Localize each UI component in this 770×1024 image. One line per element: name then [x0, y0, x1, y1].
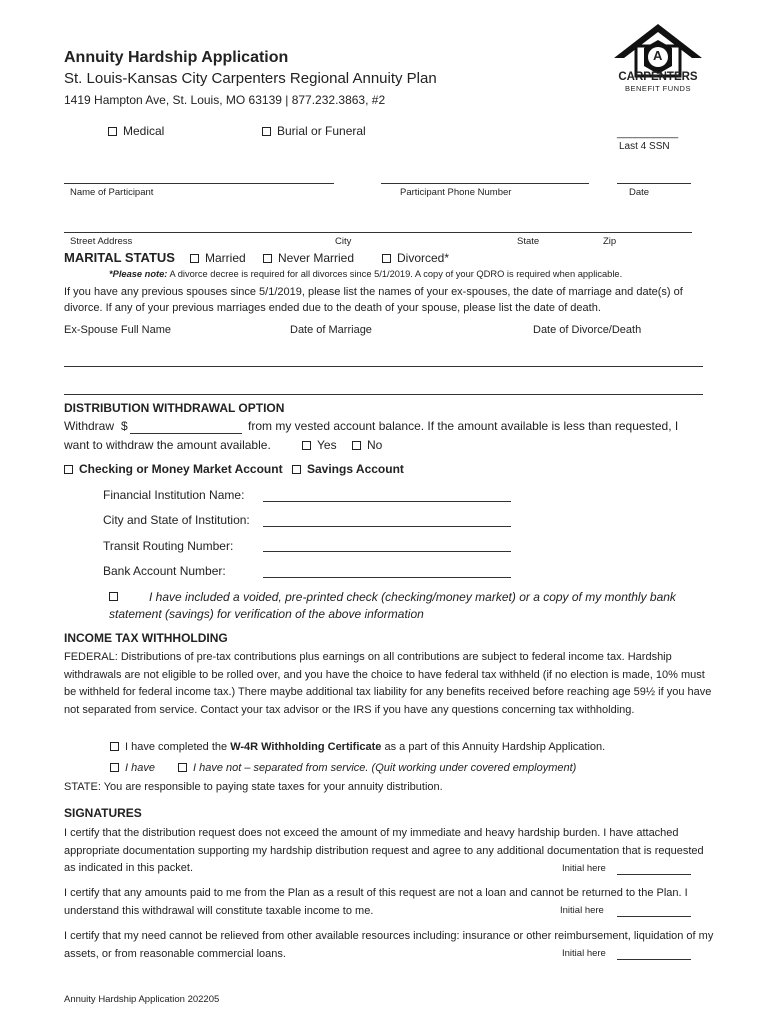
account-line[interactable] [263, 577, 511, 578]
have-separated-checkbox[interactable] [110, 762, 155, 774]
checkbox-icon [190, 254, 199, 263]
divorce-note-bold: *Please note: [109, 269, 168, 279]
state-tax-text: STATE: You are responsible to paying state taxes for your annuity distribution. [64, 781, 443, 793]
signatures-heading: SIGNATURES [64, 806, 142, 820]
checkbox-icon [302, 441, 311, 450]
checkbox-icon [110, 742, 119, 751]
no-label: No [367, 438, 383, 452]
withdraw-text-1: from my vested account balance. If the amount available is less than requested, I [248, 419, 679, 433]
savings-label: Savings Account [307, 462, 404, 476]
checkbox-icon [64, 465, 73, 474]
routing-label: Transit Routing Number: [103, 539, 234, 553]
never-married-checkbox[interactable] [263, 251, 354, 265]
w4r-text-pre: I have completed the [125, 741, 231, 753]
participant-phone-label: Participant Phone Number [400, 187, 512, 198]
checkbox-icon [352, 441, 361, 450]
initial-line-2[interactable] [617, 916, 691, 917]
married-checkbox[interactable] [190, 251, 246, 265]
initial-label-3: Initial here [562, 948, 606, 959]
checkbox-icon [382, 254, 391, 263]
distribution-heading: DISTRIBUTION WITHDRAWAL OPTION [64, 401, 285, 415]
certify-paragraph-3: I certify that my need cannot be relieved from other available resources including: insurance or other reimbursement, liquidation of my assets, or from reasonable commercial loans. [64, 930, 714, 960]
initial-line-1[interactable] [617, 874, 691, 875]
divorced-label: Divorced* [397, 251, 450, 265]
burial-checkbox[interactable] [262, 124, 366, 138]
no-checkbox[interactable] [352, 438, 382, 452]
burial-label: Burial or Funeral [277, 124, 366, 138]
medical-label: Medical [123, 124, 165, 138]
initial-label-1: Initial here [562, 863, 606, 874]
dollar-sign: $ [121, 419, 128, 433]
w4r-checkbox[interactable] [110, 741, 605, 753]
married-label: Married [205, 251, 246, 265]
checking-checkbox[interactable] [64, 462, 283, 476]
voided-check-text: I have included a voided, pre-printed check (checking/money market) or a copy of my monthly bank statement (savings) for verification of the above information [109, 590, 676, 621]
have-label: I have [125, 762, 155, 774]
divorced-checkbox[interactable] [382, 251, 449, 265]
city-label: City [335, 236, 352, 247]
divorce-note [109, 269, 622, 279]
w4r-text-bold: W-4R Withholding Certificate [230, 741, 382, 753]
withdraw-text-2: want to withdraw the amount available. [64, 438, 271, 452]
ex-spouse-line-1[interactable] [64, 366, 703, 367]
zip-label: Zip [603, 236, 617, 247]
yes-checkbox[interactable] [302, 438, 337, 452]
fi-name-label: Financial Institution Name: [103, 488, 245, 502]
checkbox-icon [292, 465, 301, 474]
initial-label-2: Initial here [560, 905, 604, 916]
checkbox-icon [262, 127, 271, 136]
yes-label: Yes [317, 438, 337, 452]
never-married-label: Never Married [278, 251, 355, 265]
checkbox-icon [263, 254, 272, 263]
street-label: Street Address [70, 236, 133, 247]
state-label: State [517, 236, 540, 247]
initial-line-3[interactable] [617, 959, 691, 960]
marital-heading: MARITAL STATUS [64, 250, 175, 265]
checkbox-icon [178, 763, 187, 772]
medical-checkbox[interactable] [108, 124, 164, 138]
address-line[interactable] [64, 232, 692, 233]
withdraw-amount-line[interactable] [130, 433, 242, 434]
divorce-note-text: A divorce decree is required for all divorces since 5/1/2019. A copy of your QDRO is required when applicable. [167, 269, 623, 279]
carpenters-logo [606, 20, 710, 102]
date-label: Date [629, 187, 650, 198]
logo-name: CARPENTERS [618, 71, 698, 83]
date-line[interactable] [617, 183, 691, 184]
fi-city-state-label: City and State of Institution: [103, 513, 250, 527]
participant-name-line[interactable] [64, 183, 334, 184]
certify-paragraph-1: I certify that the distribution request does not exceed the amount of my immediate and heavy hardship burden. I have attached appropriate documentation supporting my hardship distribution request and agree to any additional documentation that is requested as indicated in this packet. [64, 827, 704, 874]
ssn-label: Last 4 SSN [619, 141, 670, 152]
have-not-label: I have not – separated from service. (Quit working under covered employment) [193, 762, 577, 774]
ex-spouse-instructions: If you have any previous spouses since 5/1/2019, please list the names of your ex-spouses, the date of marriage and date(s) of divorce. If any of your previous marriages ended due to the death of your spouse, please list the date of death. [64, 286, 683, 314]
plan-name: St. Louis-Kansas City Carpenters Regional Annuity Plan [64, 70, 437, 87]
plan-address: 1419 Hampton Ave, St. Louis, MO 63139 | 877.232.3863, #2 [64, 93, 386, 107]
page-title: Annuity Hardship Application [64, 49, 289, 66]
participant-name-label: Name of Participant [70, 187, 154, 198]
fi-city-state-line[interactable] [263, 526, 511, 527]
withdraw-label: Withdraw [64, 419, 115, 433]
ex-spouse-line-2[interactable] [64, 394, 703, 395]
fi-name-line[interactable] [263, 501, 511, 502]
savings-checkbox[interactable] [292, 462, 404, 476]
tax-heading: INCOME TAX WITHHOLDING [64, 631, 228, 645]
logo-emblem-letter: A [653, 48, 663, 63]
date-of-divorce-col: Date of Divorce/Death [533, 324, 642, 336]
certify-paragraph-2: I certify that any amounts paid to me from the Plan as a result of this request are not a loan and cannot be returned to the Plan. I understand this withdrawal will constitute taxable income to me. [64, 887, 688, 917]
checkbox-icon [108, 127, 117, 136]
w4r-text-post: as a part of this Annuity Hardship Application. [381, 741, 606, 753]
federal-text: FEDERAL: Distributions of pre-tax contributions plus earnings on all contributions are subject to federal income tax. Hardship withdrawals are not eligible to be rolled over, and you have the choice to have federal tax withheld (if no election is made, 10% must be withheld for federal income tax.) There maybe additional tax liability for any benefits received before reaching age 59½ if you have not separated from service. Contact your tax advisor or the IRS if you have any questions concerning tax withholding. [64, 651, 712, 716]
checkbox-icon [110, 763, 119, 772]
ex-spouse-name-col: Ex-Spouse Full Name [64, 324, 171, 336]
logo-sub: BENEFIT FUNDS [625, 84, 691, 93]
participant-phone-line[interactable] [381, 183, 589, 184]
account-label: Bank Account Number: [103, 564, 226, 578]
routing-line[interactable] [263, 551, 511, 552]
footer-text: Annuity Hardship Application 202205 [64, 994, 220, 1005]
ssn-blank: __________ [617, 127, 679, 139]
date-of-marriage-col: Date of Marriage [290, 324, 372, 336]
have-not-separated-checkbox[interactable] [178, 762, 576, 774]
checking-label: Checking or Money Market Account [79, 462, 283, 476]
